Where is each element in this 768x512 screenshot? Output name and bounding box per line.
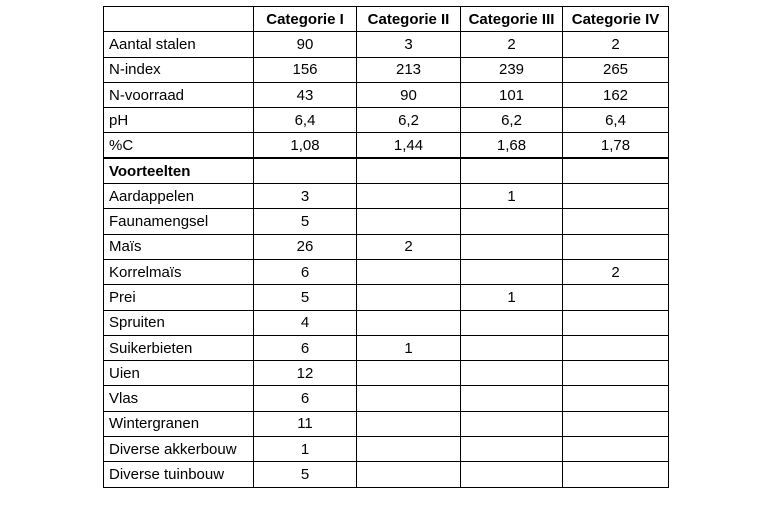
crop-row <box>104 209 669 234</box>
header-cell-categorie-iv: Categorie IV <box>563 7 669 32</box>
value-cell <box>461 234 563 259</box>
property-row <box>104 133 669 158</box>
value-cell <box>357 259 461 284</box>
crop-row <box>104 310 669 335</box>
value-cell <box>357 386 461 411</box>
header-cell-categorie-ii: Categorie II <box>357 7 461 32</box>
table-body <box>104 32 669 487</box>
value-cell: 3 <box>357 32 461 57</box>
value-cell: 6,2 <box>357 108 461 133</box>
value-cell <box>357 310 461 335</box>
value-cell <box>357 184 461 209</box>
property-row <box>104 57 669 82</box>
value-cell: 6 <box>254 386 357 411</box>
crop-row <box>104 335 669 360</box>
value-cell: 1 <box>461 184 563 209</box>
value-cell: 26 <box>254 234 357 259</box>
value-cell <box>461 209 563 234</box>
value-cell <box>461 259 563 284</box>
crop-row <box>104 285 669 310</box>
value-cell: 3 <box>254 184 357 209</box>
crop-row <box>104 437 669 462</box>
row-label: Wintergranen <box>104 411 254 436</box>
value-cell: 1 <box>254 437 357 462</box>
row-label: Aantal stalen <box>104 32 254 57</box>
value-cell <box>563 184 669 209</box>
value-cell <box>563 361 669 386</box>
value-cell <box>461 361 563 386</box>
property-row <box>104 82 669 107</box>
value-cell: 2 <box>461 32 563 57</box>
row-label: %C <box>104 133 254 158</box>
value-cell: 43 <box>254 82 357 107</box>
value-cell: 5 <box>254 285 357 310</box>
value-cell: 6,4 <box>254 108 357 133</box>
value-cell <box>461 437 563 462</box>
header-row <box>104 7 669 32</box>
value-cell: 5 <box>254 462 357 487</box>
value-cell: 1,68 <box>461 133 563 158</box>
value-cell: 1,78 <box>563 133 669 158</box>
value-cell: 6 <box>254 335 357 360</box>
value-cell: 101 <box>461 82 563 107</box>
value-cell: 162 <box>563 82 669 107</box>
row-label: N-voorraad <box>104 82 254 107</box>
crop-row <box>104 386 669 411</box>
value-cell <box>461 462 563 487</box>
row-label: Suikerbieten <box>104 335 254 360</box>
crop-row <box>104 361 669 386</box>
value-cell: 1,44 <box>357 133 461 158</box>
property-row <box>104 108 669 133</box>
row-label: Vlas <box>104 386 254 411</box>
value-cell: 12 <box>254 361 357 386</box>
value-cell <box>563 462 669 487</box>
value-cell: 90 <box>254 32 357 57</box>
value-cell <box>357 209 461 234</box>
row-label: Uien <box>104 361 254 386</box>
value-cell: 2 <box>357 234 461 259</box>
data-table-container <box>103 6 669 488</box>
value-cell: 11 <box>254 411 357 436</box>
crop-row <box>104 259 669 284</box>
value-cell: 90 <box>357 82 461 107</box>
crop-row <box>104 462 669 487</box>
value-cell <box>461 411 563 436</box>
value-cell: 265 <box>563 57 669 82</box>
crop-row <box>104 234 669 259</box>
value-cell: 1,08 <box>254 133 357 158</box>
value-cell: 1 <box>357 335 461 360</box>
row-label: pH <box>104 108 254 133</box>
header-cell-categorie-iii: Categorie III <box>461 7 563 32</box>
value-cell <box>357 411 461 436</box>
value-cell <box>563 386 669 411</box>
row-label: Diverse akkerbouw <box>104 437 254 462</box>
crop-row <box>104 411 669 436</box>
empty-cell <box>461 158 563 183</box>
row-label: Diverse tuinbouw <box>104 462 254 487</box>
value-cell: 2 <box>563 259 669 284</box>
value-cell: 213 <box>357 57 461 82</box>
row-label: Aardappelen <box>104 184 254 209</box>
value-cell <box>563 285 669 310</box>
value-cell: 239 <box>461 57 563 82</box>
property-row <box>104 32 669 57</box>
value-cell <box>357 361 461 386</box>
row-label: Maïs <box>104 234 254 259</box>
value-cell <box>461 335 563 360</box>
value-cell <box>563 411 669 436</box>
value-cell <box>357 437 461 462</box>
value-cell: 1 <box>461 285 563 310</box>
header-cell-categorie-i: Categorie I <box>254 7 357 32</box>
value-cell <box>563 209 669 234</box>
value-cell <box>461 310 563 335</box>
section-header-row <box>104 158 669 183</box>
value-cell <box>461 386 563 411</box>
value-cell: 2 <box>563 32 669 57</box>
row-label: N-index <box>104 57 254 82</box>
header-cell-empty <box>104 7 254 32</box>
empty-cell <box>357 158 461 183</box>
crop-row <box>104 184 669 209</box>
row-label: Prei <box>104 285 254 310</box>
value-cell: 6 <box>254 259 357 284</box>
value-cell <box>357 285 461 310</box>
row-label: Faunamengsel <box>104 209 254 234</box>
value-cell: 6,2 <box>461 108 563 133</box>
value-cell <box>563 310 669 335</box>
empty-cell <box>254 158 357 183</box>
empty-cell <box>563 158 669 183</box>
category-table <box>103 6 669 488</box>
section-title: Voorteelten <box>104 158 254 183</box>
value-cell: 156 <box>254 57 357 82</box>
value-cell: 6,4 <box>563 108 669 133</box>
value-cell <box>563 335 669 360</box>
value-cell <box>563 234 669 259</box>
row-label: Spruiten <box>104 310 254 335</box>
row-label: Korrelmaïs <box>104 259 254 284</box>
value-cell: 4 <box>254 310 357 335</box>
value-cell <box>563 437 669 462</box>
value-cell: 5 <box>254 209 357 234</box>
value-cell <box>357 462 461 487</box>
